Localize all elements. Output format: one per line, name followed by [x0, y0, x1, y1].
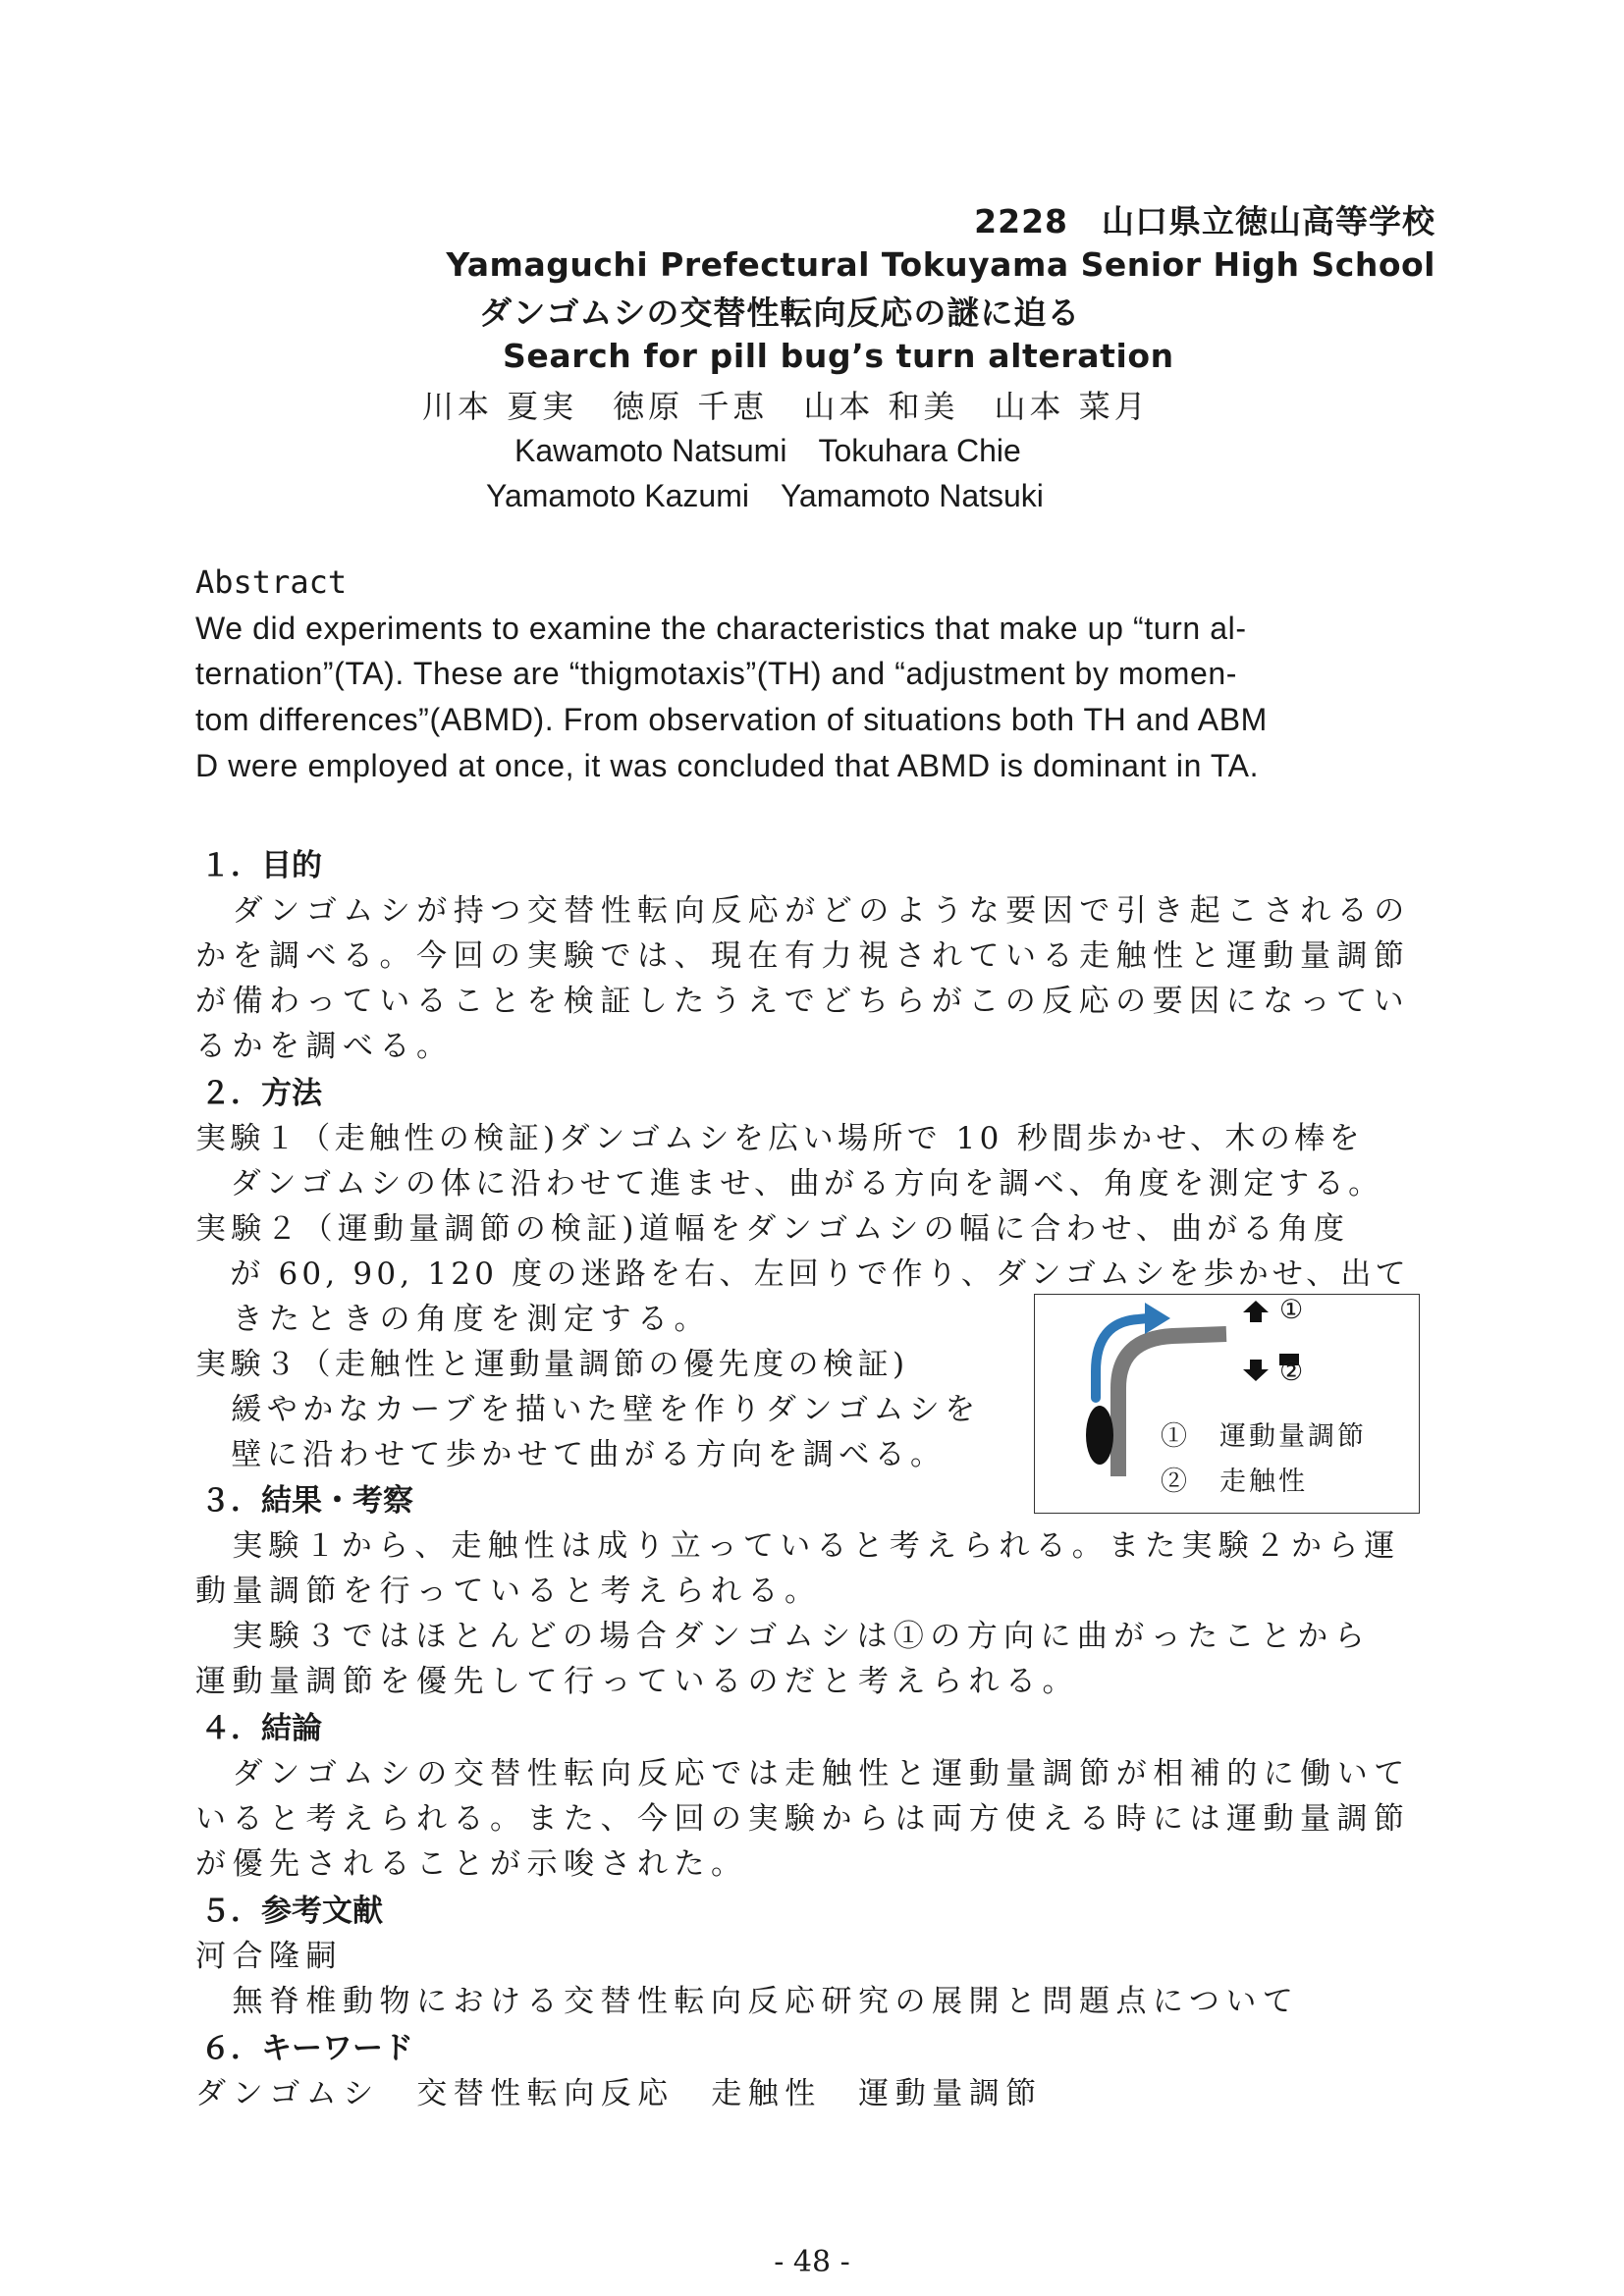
purpose-line: かを調べる。今回の実験では、現在有力視されている走触性と運動量調節 [195, 938, 1411, 974]
conclusion-heading: ４．結論 [200, 1711, 322, 1746]
purpose-heading: １．目的 [200, 848, 322, 883]
up-arrow-icon [1243, 1301, 1269, 1322]
authors-ja: 川本 夏実 徳原 千恵 山本 和美 山本 菜月 [422, 388, 1150, 425]
method-line: が 60, 90, 120 度の迷路を右、左回りで作り、ダンゴムシを歩かせ、出て [195, 1256, 1410, 1292]
results-line: 実験１から、走触性は成り立っていると考えられる。また実験２から運 [195, 1528, 1401, 1564]
conclusion-line: いると考えられる。また、今回の実験からは両方使える時には運動量調節 [195, 1801, 1411, 1837]
school-name-en: Yamaguchi Prefectural Tokuyama Senior High School [446, 245, 1435, 284]
method-line: 実験２（運動量調節の検証)道幅をダンゴムシの幅に合わせ、曲がる角度 [195, 1211, 1350, 1247]
authors-en-line1: Kawamoto Natsumi Tokuhara Chie [514, 433, 1021, 468]
purpose-line: が備わっていることを検証したうえでどちらがこの反応の要因になってい [195, 984, 1411, 1019]
title-en: Search for pill bug’s turn alteration [503, 337, 1174, 375]
abstract-line: D were employed at once, it was concluded that ABMD is dominant in TA. [195, 748, 1260, 783]
reference-line: 河合隆嗣 [195, 1939, 343, 1974]
purpose-line: るかを調べる。 [195, 1029, 454, 1064]
school-number: 2228 [974, 202, 1068, 240]
results-heading: ３．結果・考察 [200, 1483, 413, 1519]
abstract-heading: Abstract [195, 563, 348, 601]
page-number: - 48 - [774, 2245, 850, 2279]
method-line: 実験３（走触性と運動量調節の優先度の検証) [195, 1347, 909, 1382]
results-line: 運動量調節を優先して行っているのだと考えられる。 [195, 1664, 1079, 1699]
references-heading: ５．参考文献 [200, 1894, 383, 1929]
curved-wall [1118, 1334, 1226, 1476]
method-line: 壁に沿わせて歩かせて曲がる方向を調べる。 [195, 1437, 947, 1472]
down-arrow-icon [1243, 1360, 1269, 1381]
method-line: 緩やかなカーブを描いた壁を作りダンゴムシを [195, 1392, 981, 1427]
legend-1: ① 運動量調節 [1161, 1421, 1367, 1452]
purpose-line: ダンゴムシが持つ交替性転向反応がどのような要因で引き起こされるの [195, 893, 1411, 929]
marker-2: ② [1279, 1357, 1307, 1387]
legend-2: ② 走触性 [1161, 1467, 1308, 1497]
conclusion-line: ダンゴムシの交替性転向反応では走触性と運動量調節が相補的に働いて [195, 1756, 1411, 1791]
pill-bug [1086, 1406, 1113, 1465]
title-ja: ダンゴムシの交替性転向反応の謎に迫る [479, 294, 1081, 332]
marker-1: ① [1279, 1295, 1307, 1325]
method-line: 実験１（走触性の検証)ダンゴムシを広い場所で 10 秒間歩かせ、木の棒を [195, 1121, 1365, 1156]
abstract-line: tom differences”(ABMD). From observation of situations both TH and ABM [195, 702, 1268, 737]
conclusion-line: が優先されることが示唆された。 [195, 1846, 748, 1882]
abstract-line: ternation”(TA). These are “thigmotaxis”(TH) and “adjustment by momen- [195, 656, 1238, 691]
school-number-name [974, 196, 1435, 242]
keywords-heading: ６．キーワード [200, 2031, 413, 2066]
keywords-line: ダンゴムシ 交替性転向反応 走触性 運動量調節 [195, 2076, 1043, 2111]
results-line: 実験３ではほとんどの場合ダンゴムシは①の方向に曲がったことから [195, 1619, 1372, 1654]
reference-line: 無脊椎動物における交替性転向反応研究の展開と問題点について [195, 1984, 1300, 2019]
experiment3-figure [1034, 1294, 1420, 1514]
school-name-ja: 山口県立徳山高等学校 [1102, 202, 1435, 240]
method-heading: ２．方法 [200, 1076, 322, 1111]
results-line: 動量調節を行っていると考えられる。 [195, 1574, 822, 1609]
abstract-line: We did experiments to examine the characteristics that make up “turn al- [195, 611, 1247, 646]
method-line: きたときの角度を測定する。 [195, 1302, 711, 1337]
method-line: ダンゴムシの体に沿わせて進ませ、曲がる方向を調べ、角度を測定する。 [195, 1166, 1383, 1201]
authors-en-line2: Yamamoto Kazumi Yamamoto Natsuki [486, 478, 1044, 513]
